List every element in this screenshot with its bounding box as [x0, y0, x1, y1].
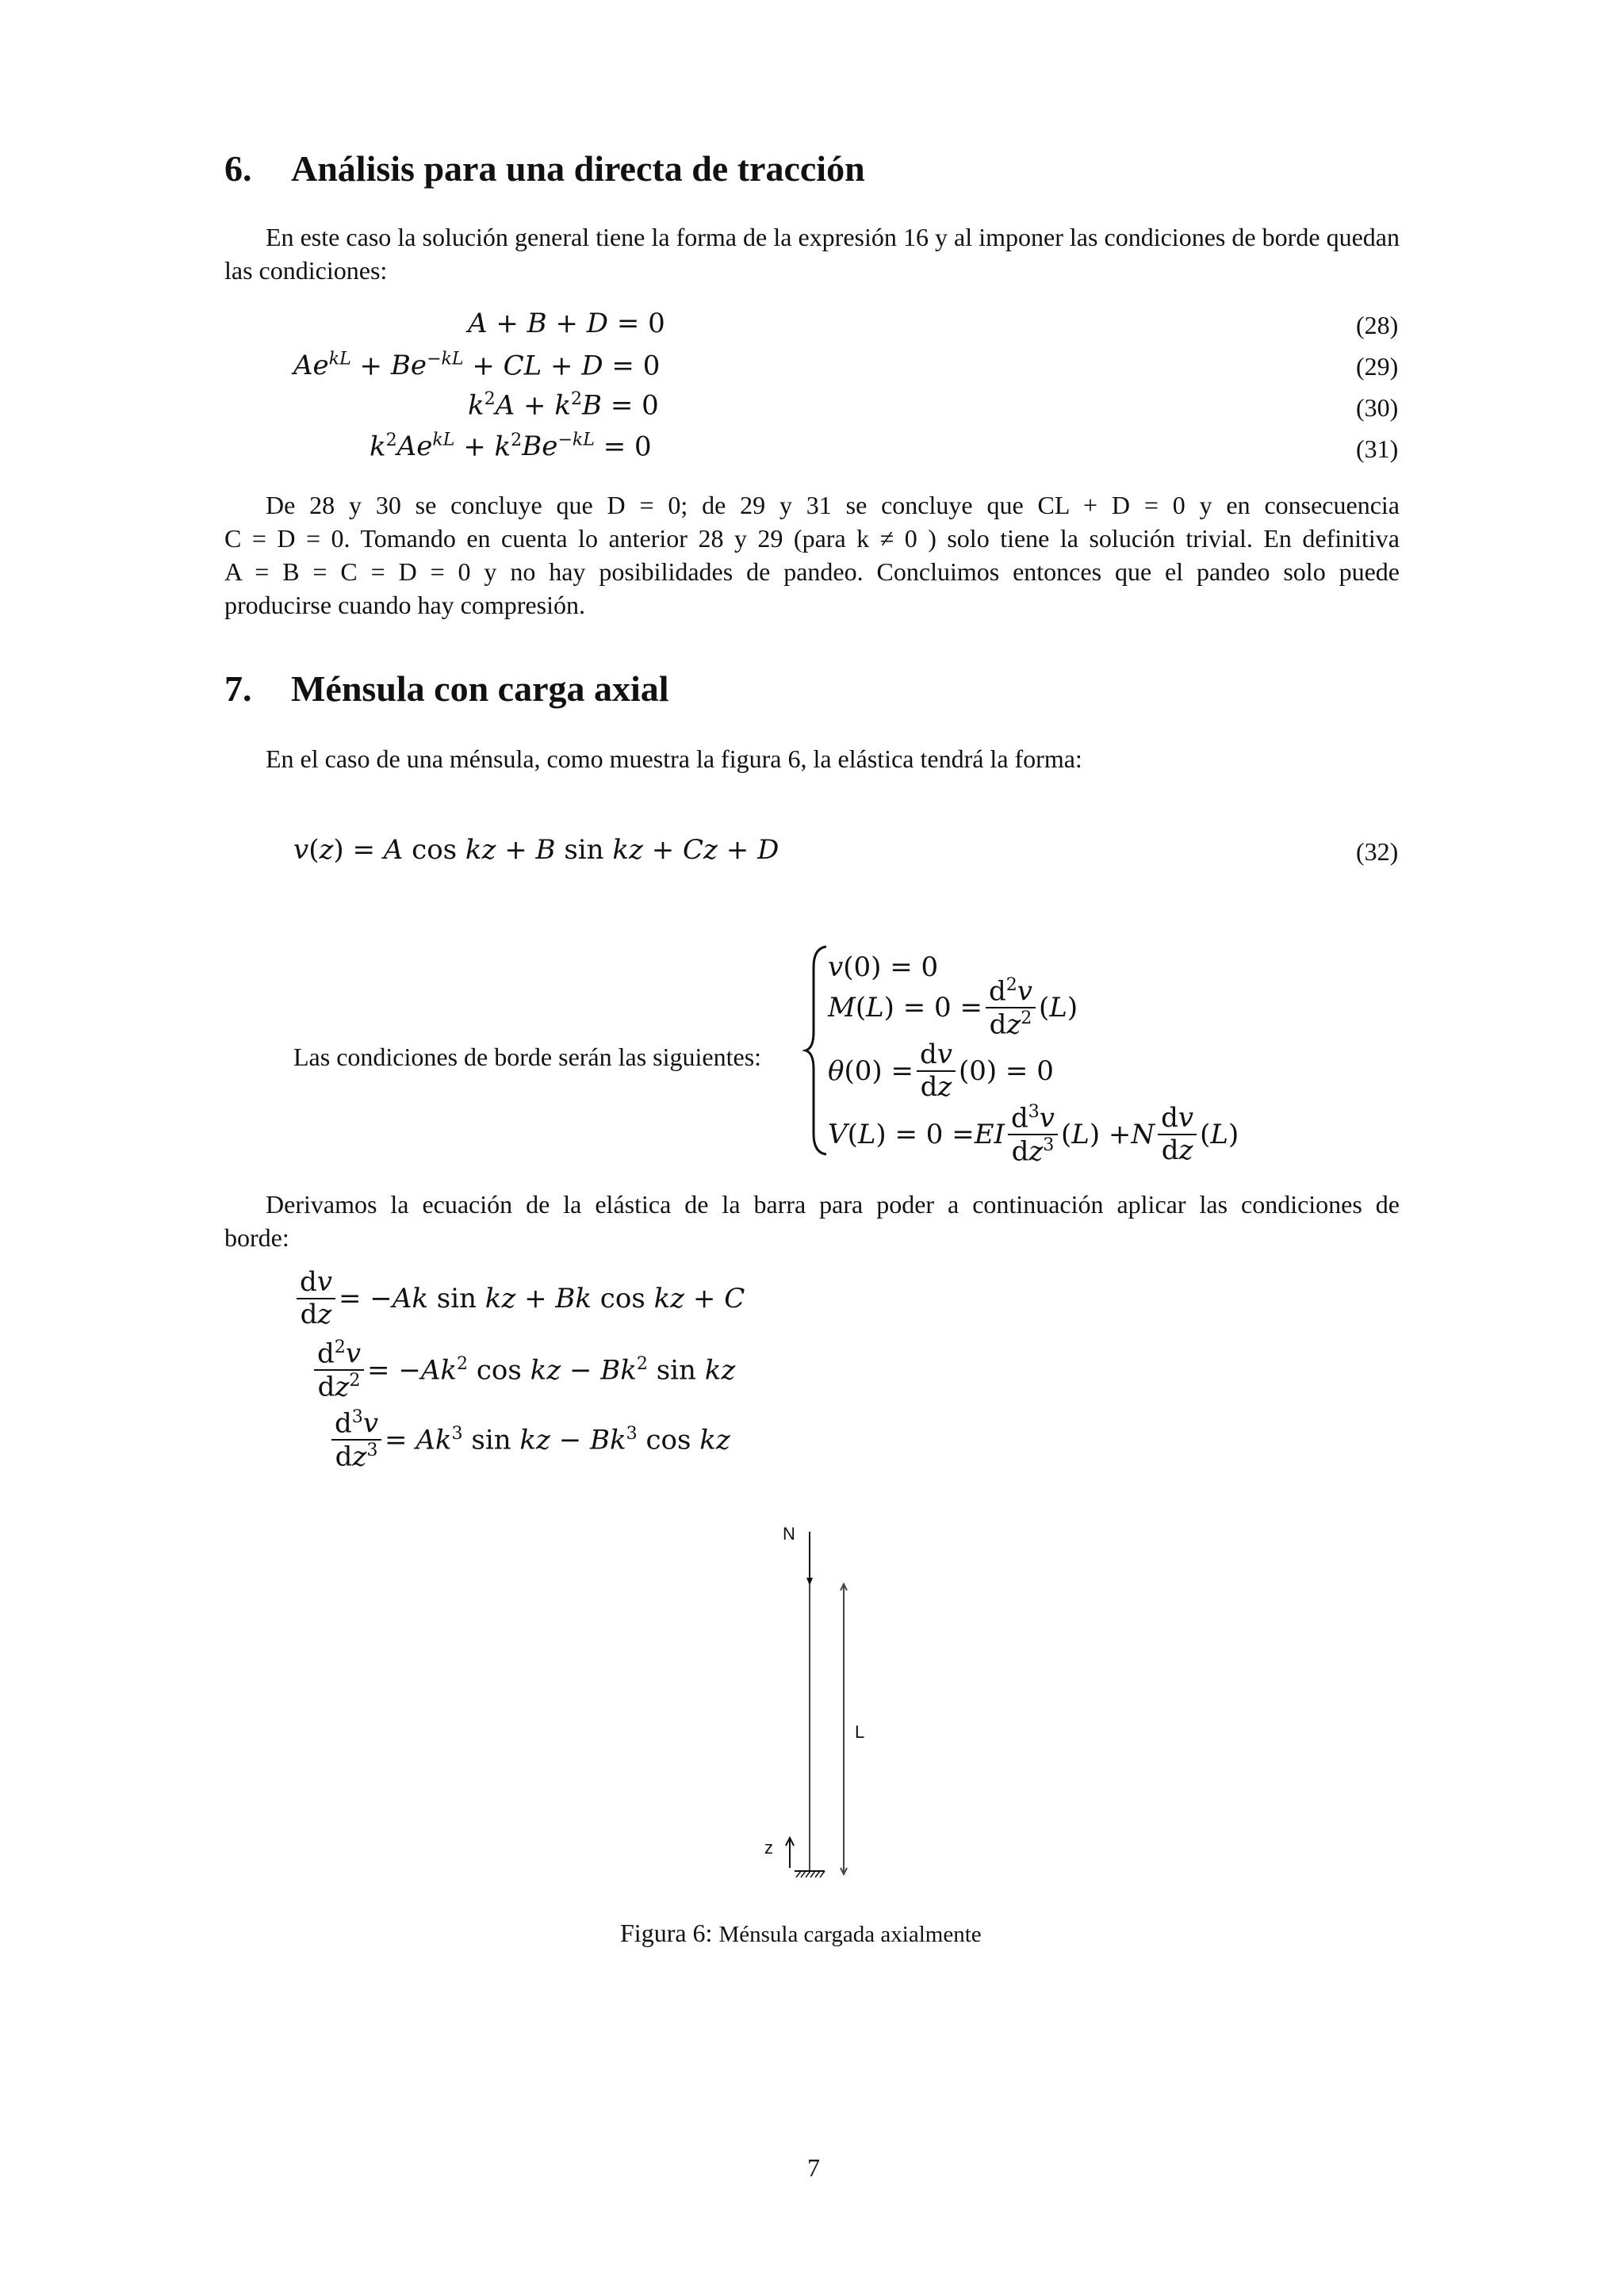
equation-30-number: (30): [1356, 393, 1399, 422]
equation-31: $k^2Ae^{kL} + k^2Be^{-kL} = 0$: [370, 430, 652, 463]
caption-text: Ménsula cargada axialmente: [718, 1922, 982, 1947]
equation-29-number: (29): [1356, 352, 1399, 381]
section-6-title: Análisis para una directa de tracción: [291, 148, 865, 189]
derivatives-intro-line-1: Derivamos la ecuación de la elástica de la barra para poder a continuación aplicar las condiciones de: [266, 1190, 1400, 1219]
equation-32: v(z) = A cos kz + B sin kz + Cz + D: [293, 834, 779, 866]
second-derivative: $\frac{d^2v}{dz^2}$ = $-Ak^2$ cos kz − $Bk^2$ sin kz: [311, 1338, 735, 1402]
first-derivative: $\frac{dv}{dz}$ = −Ak sin kz + Bk cos kz + C: [293, 1269, 745, 1329]
label-l: L: [855, 1722, 865, 1742]
equation-32-number: (32): [1356, 837, 1399, 866]
derivatives-intro-line-2: borde:: [224, 1223, 289, 1252]
label-z: z: [764, 1838, 773, 1858]
third-derivative: $\frac{d^3v}{dz^3}$ = $Ak^3$ sin kz − $Bk^3$ cos kz: [328, 1408, 730, 1471]
section-7-title: Ménsula con carga axial: [291, 668, 669, 709]
equation-30: $k^2A + k^2B = 0$: [468, 388, 659, 422]
section-7-number: 7.: [224, 668, 252, 709]
conclusion-line-1: De 28 y 30 se concluye que D = 0; de 29 y 31 se concluye que CL + D = 0 y en consecuencia: [266, 491, 1400, 519]
conditions-brace: [802, 943, 831, 1158]
condition-shear: V ( L ) = 0 = EI $\frac{d^3v}{dz^3}$ ( L ) + N $\frac{dv}{dz}$ ( L ): [828, 1100, 1239, 1168]
equation-31-number: (31): [1356, 434, 1399, 463]
equation-29: $Ae^{kL} + Be^{-kL}$ + CL + D = 0: [293, 349, 661, 382]
page-number: 7: [807, 2153, 820, 2182]
condition-v0: v(0) = 0: [828, 951, 939, 983]
conclusion-line-4: producirse cuando hay compresión.: [224, 591, 585, 619]
section-6-intro: En este caso la solución general tiene la forma de la expresión 16 y al imponer las condiciones de borde quedan las condiciones:: [224, 223, 1400, 285]
equation-28-number: (28): [1356, 311, 1399, 339]
derivatives-intro: [224, 1188, 1400, 1254]
conclusion-line-3: A = B = C = D = 0 y no hay posibilidades de pandeo. Concluimos entonces que el pandeo solo puede: [224, 557, 1400, 586]
conclusion-line-2: C = D = 0. Tomando en cuenta lo anterior 28 y 29 (para k ≠ 0 ) solo tiene la solución trivial. En definitiva: [224, 524, 1400, 553]
section-6-number: 6.: [224, 148, 252, 189]
section-7-heading: [224, 668, 669, 710]
condition-theta: θ (0) = $\frac{dv}{dz}$ (0) = 0: [828, 1038, 1054, 1103]
caption-prefix: Figura 6:: [620, 1919, 713, 1947]
section-7-intro: En el caso de una ménsula, como muestra la figura 6, la elástica tendrá la forma:: [266, 744, 1082, 773]
support-hatching: [796, 1871, 825, 1877]
conditions-label: Las condiciones de borde serán las siguientes:: [293, 1043, 762, 1071]
condition-moment: M ( L ) = 0 = $\frac{d^2v}{dz^2}$ ( L ): [828, 974, 1078, 1041]
section-6-conclusion: [224, 488, 1400, 622]
label-n: N: [783, 1524, 795, 1544]
equation-28: A + B + D = 0: [468, 308, 665, 339]
figure-caption: [620, 1919, 982, 1948]
section-6-heading: [224, 147, 865, 189]
